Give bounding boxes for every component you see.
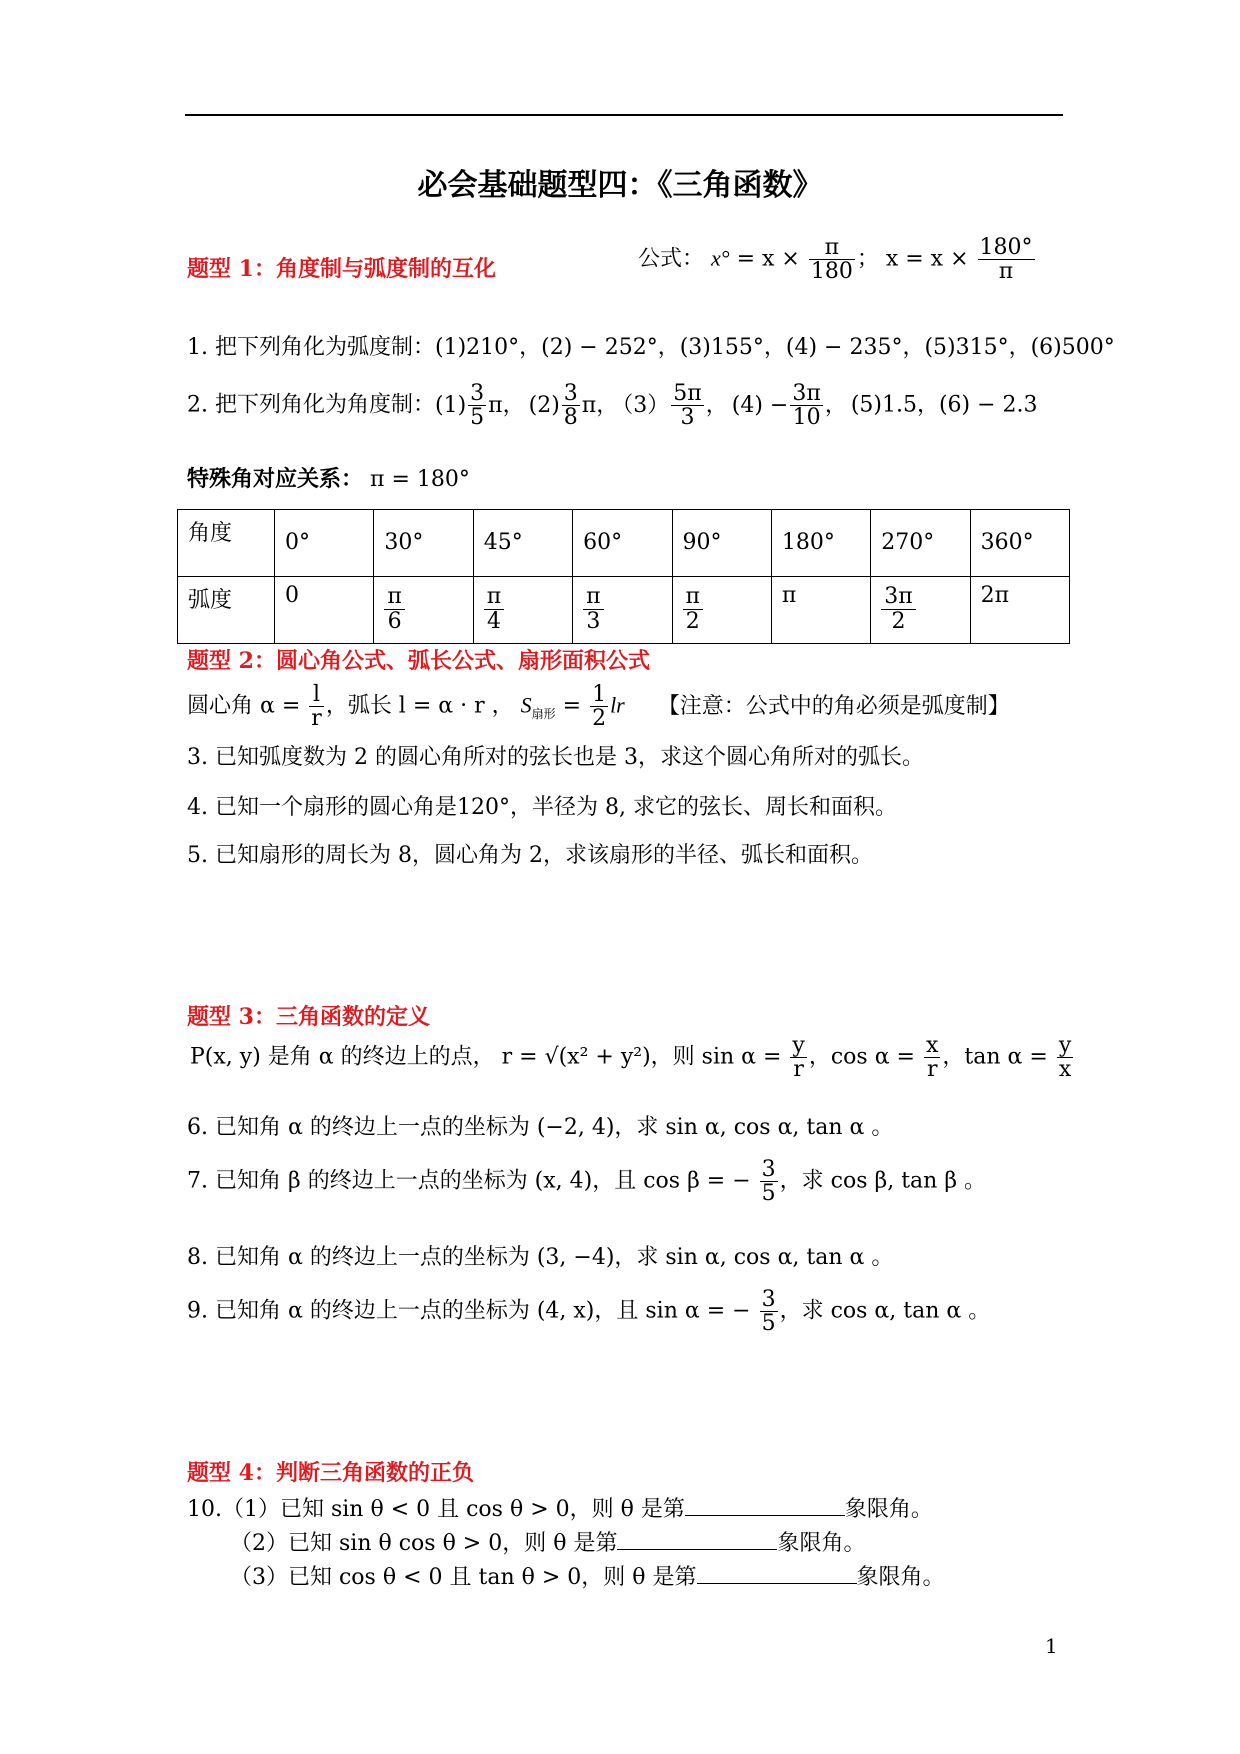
trig-definition: [190, 1034, 1075, 1081]
table-cell-radian: [473, 577, 572, 644]
question-10-2: （2）已知 sin θ cos θ > 0，则 θ 是第 象限角。: [230, 1531, 866, 1556]
question-9: 9. 已知角 α 的终边上一点的坐标为 (4, x)，且 sin α = − $\frac{3}{5}$ ，求 cos α, tan α 。: [187, 1287, 991, 1337]
formula-central-angle: 圆心角 α =: [187, 693, 301, 719]
question-3: 3. 已知弧度数为 2 的圆心角所对的弦长也是 3，求这个圆心角所对的弧长。: [187, 745, 924, 770]
question-7-fraction: $\frac{3}{5}$: [761, 1157, 776, 1207]
question-6: 6. 已知角 α 的终边上一点的坐标为 (−2, 4)，求 sin α, cos α, tan α 。: [187, 1115, 894, 1140]
question-2-tail: (5)1.5，(6) − 2.3: [850, 392, 1038, 418]
question-2: [187, 382, 1038, 429]
table-cell-degree: 270°: [871, 510, 970, 577]
radian-fraction: $\frac{\pi}{6}$: [384, 585, 404, 634]
formula-area-tail: lr: [610, 692, 625, 718]
question-2-item: (2) $\frac{3}{8}$ π，: [528, 381, 619, 431]
formula-note: 【注意：公式中的角必须是弧度制】: [657, 693, 1010, 719]
question-2-fraction: $\frac{3}{8}$: [563, 381, 578, 431]
answer-blank[interactable]: [617, 1529, 777, 1550]
answer-blank[interactable]: [697, 1563, 857, 1584]
angle-conversion-table: [177, 509, 1070, 644]
table-cell-radian: 2π: [970, 577, 1069, 644]
table-row-degrees: [178, 510, 1070, 577]
table-cell-radian: [672, 577, 771, 644]
table-cell-degree: 180°: [771, 510, 870, 577]
table-cell-radian: [573, 577, 672, 644]
formula-a-mid: = x ×: [736, 246, 800, 272]
radian-fraction: $\frac{\pi}{4}$: [484, 585, 504, 634]
question-2-fraction: $\frac{5\pi}{3}$: [673, 381, 702, 431]
radian-fraction: $\frac{\pi}{2}$: [683, 585, 703, 634]
question-1: 1. 把下列角化为弧度制：(1)210°，(2) − 252°，(3)155°，(4) − 235°，(5)315°，(6)500°: [187, 335, 1115, 360]
question-2-item: (1) $\frac{3}{5}$ π，: [434, 381, 525, 431]
section3-heading: 题型 3：三角函数的定义: [187, 1004, 430, 1030]
cos-fraction: $\frac{x}{r}$: [926, 1033, 939, 1083]
formula-area-symbol: S: [520, 692, 532, 718]
question-4: 4. 已知一个扇形的圆心角是120°，半径为 8, 求它的弦长、周长和面积。: [187, 795, 897, 820]
special-angles-line: [187, 462, 470, 493]
special-angles-relation: π = 180°: [370, 467, 470, 492]
page-title: 必会基础题型四：《三角函数》: [417, 168, 823, 203]
answer-blank[interactable]: [685, 1495, 845, 1516]
question-10-1: 10.（1）已知 sin θ < 0 且 cos θ > 0，则 θ 是第 象限角。: [187, 1497, 933, 1522]
definition-sin: ，则 sin α =: [650, 1044, 782, 1070]
sin-fraction: $\frac{y}{r}$: [792, 1033, 805, 1083]
question-2-item: （3） $\frac{5\pi}{3}$ ，: [622, 381, 728, 431]
formula-b-left: x = x ×: [885, 246, 969, 272]
formula-angle-fraction: $\frac{l}{r}$: [311, 682, 322, 732]
formula-a-fraction: $\frac{\pi}{180}$: [810, 235, 853, 285]
definition-radius: r = √(x² + y²): [501, 1044, 651, 1070]
header-rule: [185, 114, 1063, 116]
formula-label: 公式：: [638, 246, 705, 272]
formula-a-left: x°: [711, 245, 730, 271]
table-cell-degree: 0°: [275, 510, 374, 577]
formula-area-subscript: 扇形: [531, 706, 556, 721]
question-8: 8. 已知角 α 的终边上一点的坐标为 (3, −4)，求 sin α, cos α, tan α 。: [187, 1245, 894, 1270]
table-cell-degree: 30°: [374, 510, 473, 577]
table-cell-label: 角度: [178, 510, 275, 577]
table-cell-label: 弧度: [178, 577, 275, 644]
question-2-prefix: 2. 把下列角化为角度制：: [187, 392, 435, 418]
formula-b-fraction: $\frac{180^\circ}{\pi}$: [979, 235, 1033, 285]
question-10-3: （3）已知 cos θ < 0 且 tan θ > 0，则 θ 是第 象限角。: [230, 1565, 945, 1590]
table-cell-degree: 360°: [970, 510, 1069, 577]
table-cell-radian: π: [771, 577, 870, 644]
formula-area-eq: =: [562, 693, 582, 719]
definition-point: P(x, y) 是角 α 的终边上的点，: [190, 1044, 495, 1070]
table-cell-radian: [871, 577, 970, 644]
table-cell-radian: 0: [275, 577, 374, 644]
question-2-fraction: $\frac{3}{5}$: [470, 381, 485, 431]
question-7: 7. 已知角 β 的终边上一点的坐标为 (x, 4)，且 cos β = − $\frac{3}{5}$ ，求 cos β, tan β 。: [187, 1157, 987, 1207]
page-number: 1: [1045, 1634, 1058, 1658]
formula-area-fraction: $\frac{1}{2}$: [592, 682, 607, 732]
sector-formulas: [187, 683, 1010, 730]
section4-heading: 题型 4：判断三角函数的正负: [187, 1460, 474, 1486]
table-cell-degree: 90°: [672, 510, 771, 577]
question-9-fraction: $\frac{3}{5}$: [761, 1287, 776, 1337]
question-5: 5. 已知扇形的周长为 8，圆心角为 2，求该扇形的半径、弧长和面积。: [187, 843, 873, 868]
definition-tan: ，tan α =: [942, 1044, 1048, 1070]
formula-sep: ；: [856, 246, 879, 272]
section2-heading: 题型 2：圆心角公式、弧长公式、扇形面积公式: [187, 648, 650, 674]
special-angles-label: 特殊角对应关系：: [187, 466, 364, 492]
section1-heading: 题型 1：角度制与弧度制的互化: [187, 256, 496, 282]
radian-fraction: $\frac{3\pi}{2}$: [881, 585, 915, 634]
radian-fraction: $\frac{\pi}{3}$: [583, 585, 603, 634]
question-2-item: (4) − $\frac{3\pi}{10}$ ，: [731, 381, 847, 431]
table-cell-radian: [374, 577, 473, 644]
table-cell-degree: 45°: [473, 510, 572, 577]
conversion-formula: [638, 236, 1037, 283]
table-row-radians: [178, 577, 1070, 644]
definition-cos: ，cos α =: [808, 1044, 915, 1070]
formula-arc-length: ，弧长 l = α · r ，: [325, 693, 514, 719]
tan-fraction: $\frac{y}{x}$: [1058, 1033, 1072, 1083]
question-2-items: [434, 381, 851, 431]
question-2-fraction: $\frac{3\pi}{10}$: [792, 381, 821, 431]
table-cell-degree: 60°: [573, 510, 672, 577]
